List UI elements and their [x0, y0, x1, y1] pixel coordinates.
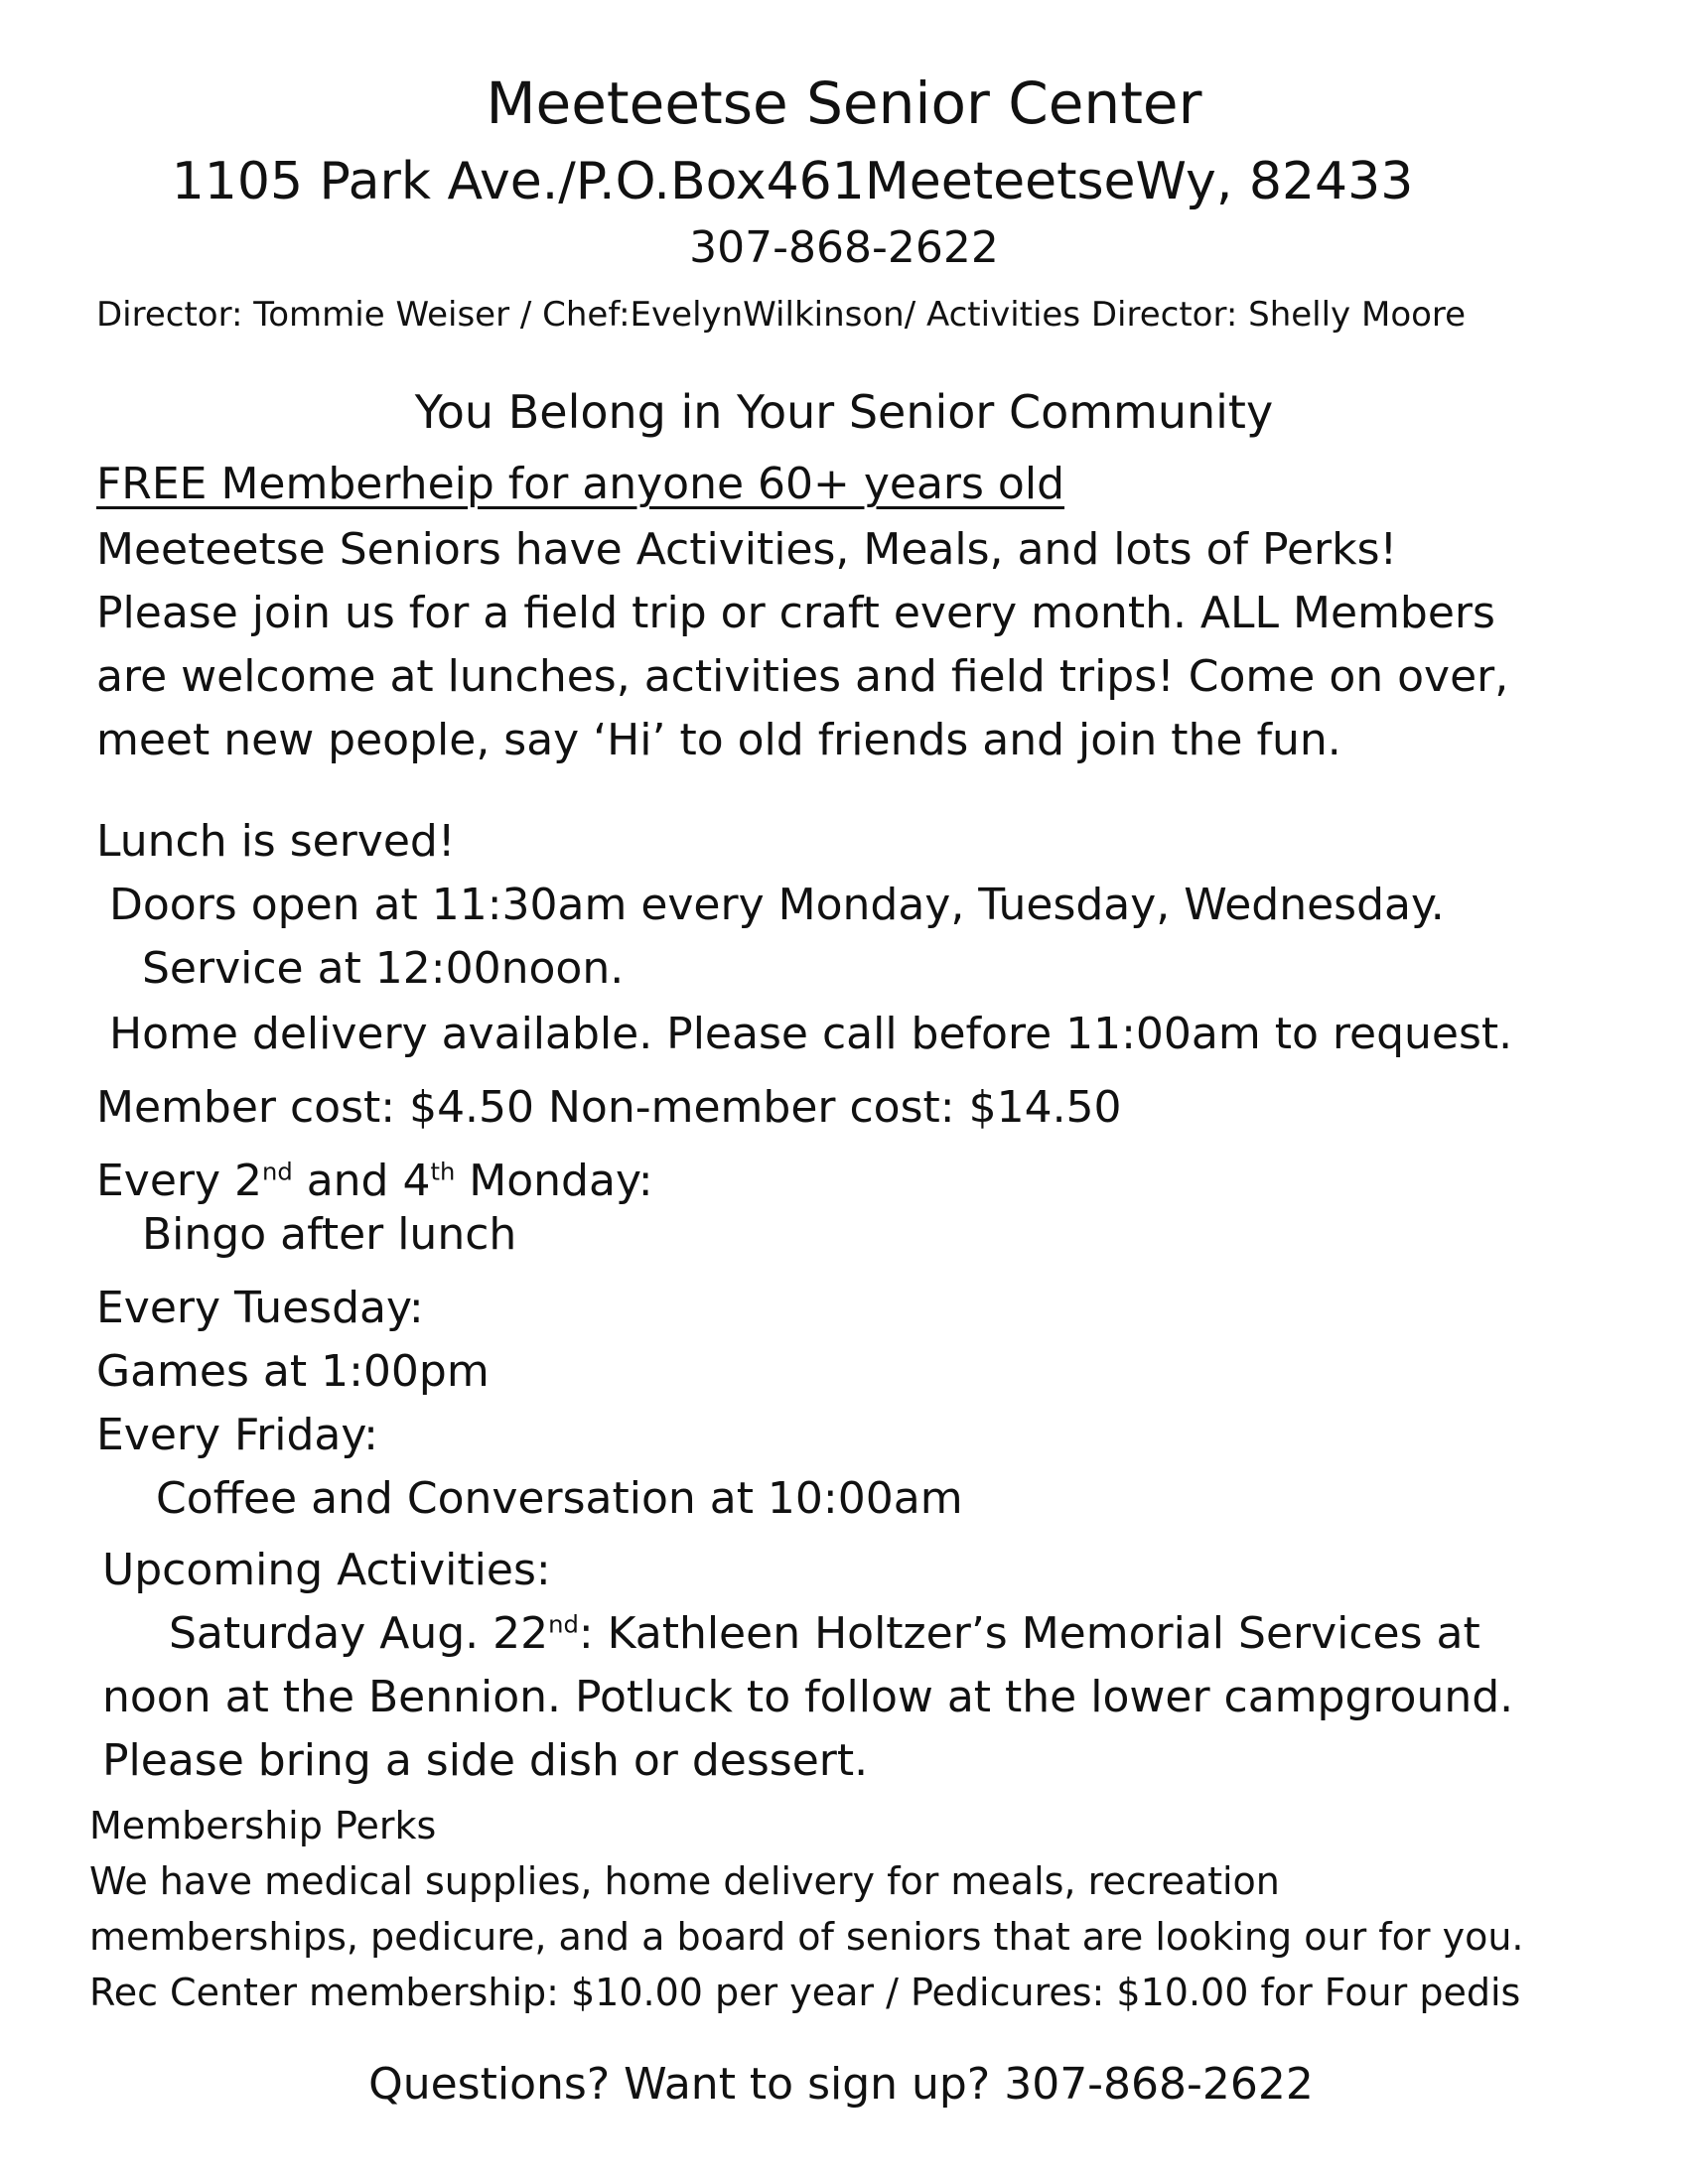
center-phone: 307-868-2622 [689, 222, 999, 273]
lunch-cost: Member cost: $4.50 Non-member cost: $14.50 [96, 1082, 1122, 1133]
upcoming-event-line-3: Please bring a side dish or dessert. [102, 1735, 869, 1786]
intro-line-3: are welcome at lunches, activities and field trips! Come on over, [96, 651, 1509, 702]
free-membership-note: FREE Memberheip for anyone 60+ years old [96, 459, 1065, 509]
center-name: Meeteetse Senior Center [486, 69, 1202, 137]
perks-line-2: memberships, pedicure, and a board of seniors that are looking our for you. [89, 1915, 1524, 1959]
friday-heading: Every Friday: [96, 1410, 379, 1460]
staff-line: Director: Tommie Weiser / Chef:EvelynWilkinson/ Activities Director: Shelly Moore [96, 295, 1467, 335]
lunch-service: Service at 12:00noon. [142, 943, 625, 994]
perks-heading: Membership Perks [89, 1804, 437, 1847]
friday-detail: Coffee and Conversation at 10:00am [156, 1473, 963, 1524]
bingo-detail: Bingo after lunch [142, 1209, 517, 1260]
bingo-schedule: Every 2nd and 4th Monday: [96, 1156, 653, 1206]
lunch-doors: Doors open at 11:30am every Monday, Tuesday, Wednesday. [109, 880, 1445, 930]
tuesday-detail: Games at 1:00pm [96, 1346, 490, 1397]
intro-line-4: meet new people, say ‘Hi’ to old friends and join the fun. [96, 715, 1341, 765]
tuesday-heading: Every Tuesday: [96, 1283, 424, 1333]
upcoming-event-line-1: Saturday Aug. 22nd: Kathleen Holtzer’s Memorial Services at [169, 1608, 1480, 1659]
intro-line-2: Please join us for a field trip or craft every month. ALL Members [96, 588, 1495, 638]
upcoming-heading: Upcoming Activities: [102, 1545, 551, 1595]
perks-line-1: We have medical supplies, home delivery for meals, recreation [89, 1859, 1280, 1903]
questions-line: Questions? Want to sign up? 307-868-2622 [368, 2059, 1314, 2110]
upcoming-event-line-2: noon at the Bennion. Potluck to follow at the lower campground. [102, 1672, 1514, 1722]
tagline: You Belong in Your Senior Community [414, 385, 1274, 439]
lunch-heading: Lunch is served! [96, 816, 456, 867]
intro-line-1: Meeteetse Seniors have Activities, Meals, and lots of Perks! [96, 524, 1398, 575]
perks-line-3: Rec Center membership: $10.00 per year / Pedicures: $10.00 for Four pedis [89, 1971, 1521, 2014]
center-address: 1105 Park Ave./P.O.Box461MeeteetseWy, 82433 [171, 152, 1414, 211]
lunch-delivery: Home delivery available. Please call before 11:00am to request. [109, 1009, 1513, 1059]
